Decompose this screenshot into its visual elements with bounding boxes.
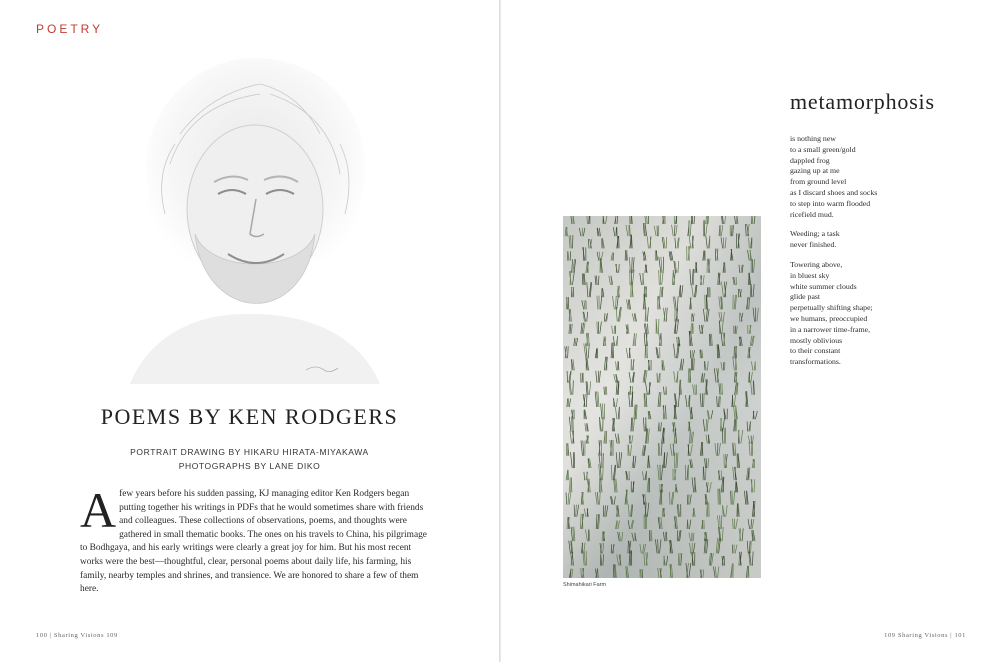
intro-paragraph bbox=[80, 482, 430, 597]
poem-line: Towering above, bbox=[790, 259, 843, 269]
poem-title: metamorphosis bbox=[790, 89, 935, 114]
poem-line: in bluest sky bbox=[790, 270, 830, 280]
rice-seedling bbox=[582, 274, 583, 286]
rice-seedling bbox=[618, 361, 619, 370]
poem-line: dappled frog bbox=[790, 155, 830, 165]
rice-seedling bbox=[700, 350, 701, 359]
rice-seedling bbox=[597, 322, 598, 334]
photo-caption: Shimahikari Farm bbox=[563, 582, 607, 588]
rice-seedling bbox=[733, 395, 734, 407]
poem-line: to step into warm flooded bbox=[790, 198, 871, 208]
credits bbox=[0, 445, 499, 473]
rice-seedling bbox=[588, 262, 589, 273]
rice-seedling bbox=[582, 373, 583, 383]
rice-seedling bbox=[568, 297, 569, 309]
poem-line: Weeding; a task bbox=[790, 229, 840, 239]
rice-seedling bbox=[625, 250, 626, 261]
rice-seedling bbox=[709, 334, 710, 346]
poem-line: in a narrower time-frame, bbox=[790, 324, 871, 334]
left-folio: 100 | Sharing Visions 109 bbox=[36, 632, 118, 639]
rice-seedling bbox=[694, 358, 695, 370]
portrait-credit: PORTRAIT DRAWING BY HIKARU HIRATA-MIYAKAWA bbox=[130, 447, 369, 457]
portrait-drawing bbox=[110, 44, 395, 384]
rice-seedling bbox=[749, 468, 750, 481]
rice-seedling bbox=[750, 421, 751, 431]
poem-line: gazing up at me bbox=[790, 166, 840, 176]
poem-line: white summer clouds bbox=[790, 281, 857, 291]
rice-seedling bbox=[735, 482, 736, 493]
rice-seedling bbox=[695, 385, 696, 395]
poem-line: from ground level bbox=[790, 177, 847, 187]
poem-line: is nothing new bbox=[790, 134, 836, 143]
rice-seedling bbox=[704, 393, 705, 407]
rice-seedling bbox=[612, 465, 613, 480]
rice-seedling bbox=[687, 495, 688, 505]
rice-seedling bbox=[722, 383, 723, 395]
intro-text: few years before his sudden passing, KJ managing editor Ken Rodgers began putting together his writings in PDFs that he would sometimes share with friends and colleagues. These collections of observations, poems, and thoughts were gathered in small thematic books. The ones on his travels to China, his pilgrimage to Bodhgaya, and his early writings were clearly a great joy for him. But his most recent works were the best—thoughtful, clear, personal poems about daily life, his farming, his family, nearby temples and shrines, and transience. We are honored to share a few of them here. bbox=[80, 489, 427, 595]
rice-seedling bbox=[703, 220, 704, 236]
rice-seedling bbox=[617, 336, 618, 346]
rice-seedling bbox=[642, 569, 643, 578]
rice-seedling bbox=[661, 490, 662, 505]
article-title: POEMS BY KEN RODGERS bbox=[100, 404, 399, 429]
poem-line: ricefield mud. bbox=[790, 209, 834, 219]
rice-seedling bbox=[658, 443, 659, 456]
poem-line: perpetually shifting shape; bbox=[790, 303, 873, 313]
rice-seedling bbox=[690, 432, 691, 444]
rice-seedling bbox=[677, 530, 678, 541]
ricefield-photo bbox=[563, 216, 761, 578]
rice-seedling bbox=[632, 392, 633, 407]
rice-seedling bbox=[628, 541, 629, 554]
rice-seedling bbox=[598, 371, 599, 383]
poem-line: mostly oblivious bbox=[790, 335, 843, 345]
rice-seedling bbox=[630, 386, 631, 395]
stanza bbox=[790, 229, 950, 251]
left-page bbox=[0, 0, 499, 662]
rice-seedling bbox=[617, 521, 618, 530]
stanza bbox=[790, 260, 950, 368]
poem-line: never finished. bbox=[790, 240, 837, 250]
rice-seedling bbox=[670, 492, 671, 505]
rice-seedling bbox=[631, 282, 632, 297]
rice-seedling bbox=[723, 237, 724, 248]
rice-seedling bbox=[650, 237, 651, 249]
photo-credit: PHOTOGRAPHS BY LANE DIKO bbox=[178, 461, 321, 471]
rice-seedling bbox=[689, 495, 690, 505]
poem-line: glide past bbox=[790, 292, 821, 302]
rice-seedling bbox=[737, 503, 738, 516]
drop-cap: A bbox=[80, 482, 117, 538]
poem-line: transformations. bbox=[790, 357, 841, 367]
rice-seedling bbox=[568, 399, 569, 408]
poem bbox=[790, 134, 950, 377]
rice-seedling bbox=[706, 467, 707, 481]
rice-seedling bbox=[647, 345, 648, 359]
rice-seedling bbox=[616, 227, 617, 236]
stanza bbox=[790, 134, 950, 220]
rice-seedling bbox=[615, 564, 616, 578]
rice-seedling bbox=[704, 251, 705, 261]
rice-seedling bbox=[619, 264, 620, 273]
rice-seedling bbox=[573, 380, 574, 394]
rice-seedling bbox=[598, 569, 599, 578]
rice-seedling bbox=[584, 274, 585, 286]
right-folio: 109 Sharing Visions | 101 bbox=[884, 632, 966, 639]
poem-line: as I discard shoes and socks bbox=[790, 187, 878, 197]
right-page bbox=[501, 0, 1000, 662]
poem-line: to a small green/gold bbox=[790, 144, 856, 154]
poem-line: we humans, preoccupied bbox=[790, 313, 868, 323]
section-label: POETRY bbox=[36, 22, 104, 36]
rice-seedling bbox=[586, 551, 587, 566]
poem-line: to their constant bbox=[790, 346, 841, 356]
